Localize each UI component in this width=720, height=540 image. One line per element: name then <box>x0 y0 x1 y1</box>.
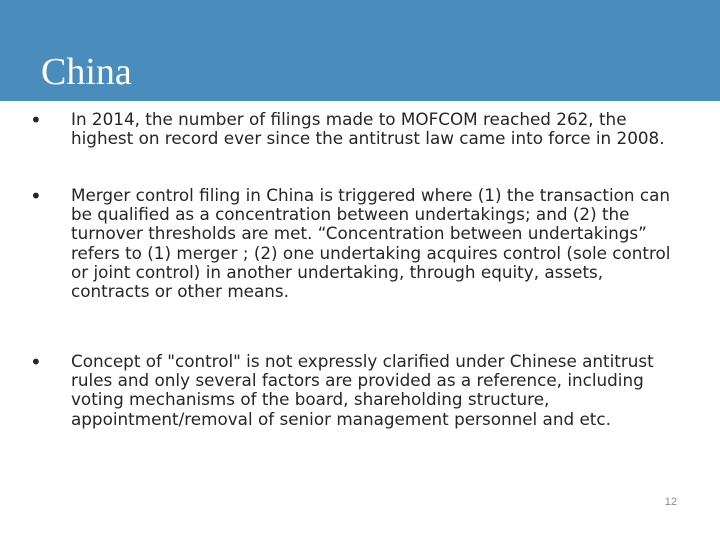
slide-title: China <box>41 51 132 93</box>
bullet-text: Concept of "control" is not expressly clarified under Chinese antitrust rules and only several factors are provided as a reference, including voting mechanisms of the board, shareholding structure, appointment/removal of senior management personnel and etc. <box>71 351 654 429</box>
page-number: 12 <box>664 496 677 508</box>
bullet-text: In 2014, the number of filings made to MOFCOM reached 262, the highest on record ever since the antitrust law came into force in 2008. <box>71 109 665 149</box>
bullet-marker: • <box>30 350 42 374</box>
title-banner <box>0 0 720 101</box>
bullet-marker: • <box>30 184 42 208</box>
bullet-marker: • <box>30 108 42 132</box>
bullet-text: Merger control filing in China is triggered where (1) the transaction can be qualified as a concentration between undertakings; and (2) the turnover thresholds are met. “Concentration between undertakings” refers to (1) merger ; (2) one undertaking acquires control (sole control or joint control) in another undertaking, through equity, assets, contracts or other means. <box>71 185 671 302</box>
